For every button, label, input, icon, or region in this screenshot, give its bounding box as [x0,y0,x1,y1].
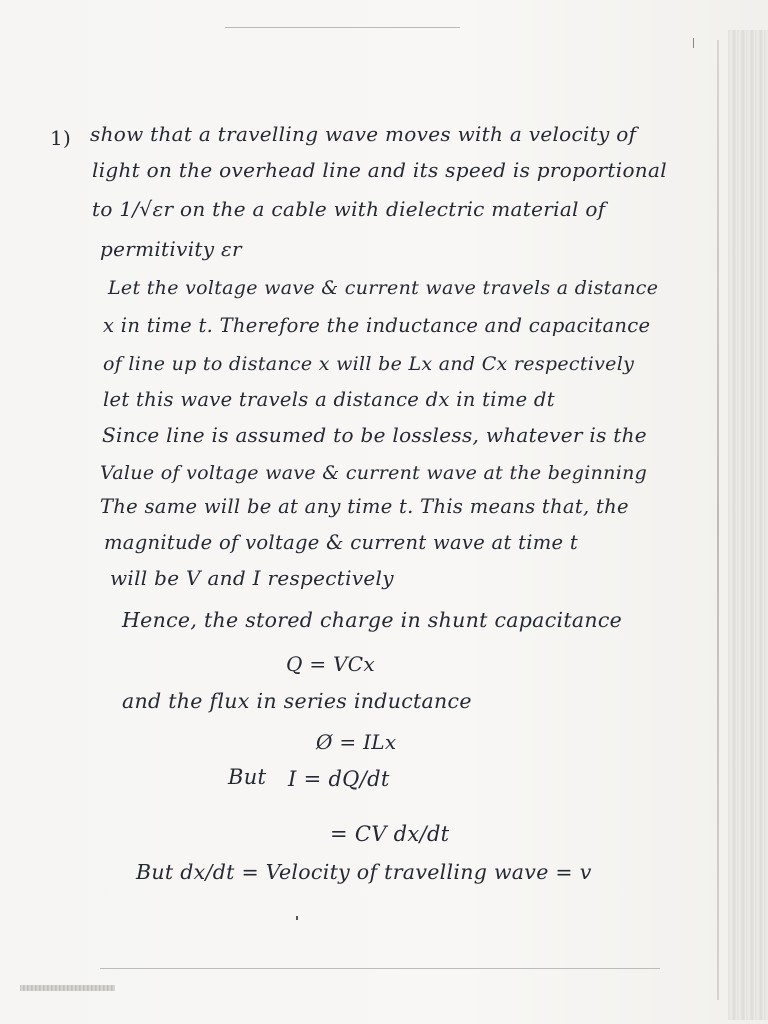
equation-current: I = dQ/dt [288,767,390,791]
question-number: 1) [50,126,72,150]
flux-line: and the flux in series inductance [122,689,472,713]
para2-line-4: magnitude of voltage & current wave at time t [104,531,579,554]
para1-line-1: Let the voltage wave & current wave travels a distance [108,277,659,299]
stored-charge-line: Hence, the stored charge in shunt capacitance [122,608,623,632]
question-line-2: light on the overhead line and its speed is proportional [92,158,667,182]
ink-mark [296,916,298,920]
para2-line-2: Value of voltage wave & current wave at the beginning [100,462,648,484]
para1-line-4: let this wave travels a distance dx in time dt [103,388,555,411]
question-line-4: permitivity εr [100,237,242,261]
velocity-line: But dx/dt = Velocity of travelling wave = v [136,860,592,884]
edge-tick-mark [693,38,694,48]
question-line-3: to 1/√εr on the a cable with dielectric material of [92,197,606,221]
top-rule-line [225,27,460,28]
para1-line-3: of line up to distance x will be Lx and Cx respectively [103,353,635,375]
question-line-1: show that a travelling wave moves with a velocity of [90,122,637,146]
para2-line-5: will be V and I respectively [110,566,394,590]
para2-line-1: Since line is assumed to be lossless, whatever is the [102,423,647,447]
page-smudge [20,985,115,991]
bottom-rule-line [100,968,660,969]
para1-line-2: x in time t. Therefore the inductance and capacitance [103,314,651,337]
equation-flux: Ø = ILx [316,730,397,754]
page-edge-line [717,40,719,1000]
page-binding-strip [728,30,768,1020]
para2-line-3: The same will be at any time t. This means that, the [100,495,629,518]
equation-current-2: = CV dx/dt [330,822,450,846]
equation-charge: Q = VCx [286,652,375,676]
but-label: But [228,765,267,789]
